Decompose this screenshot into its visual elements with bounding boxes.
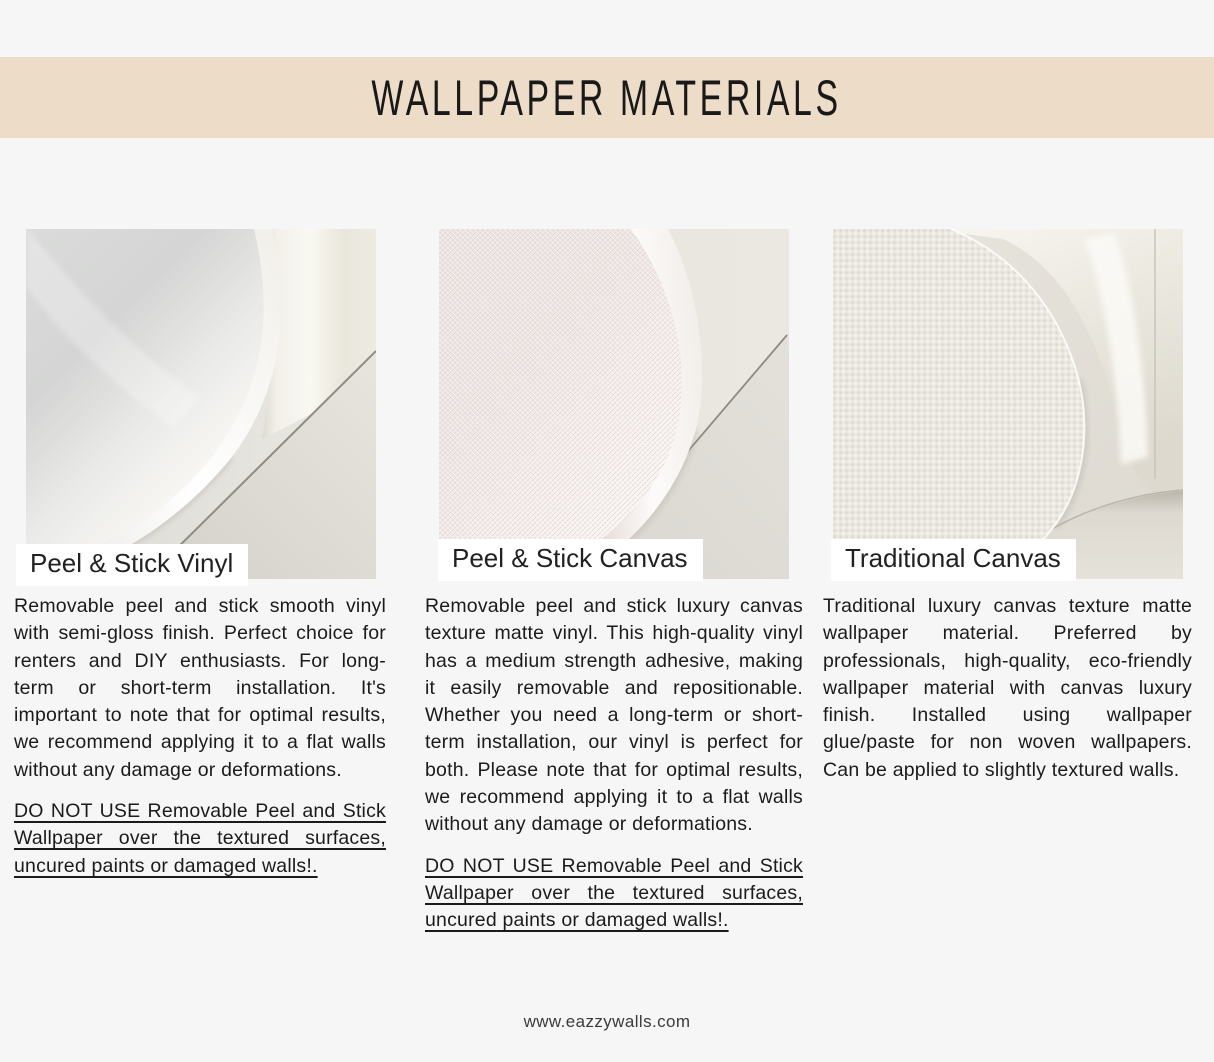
page-title: WALLPAPER MATERIALS — [371, 69, 843, 126]
material-column-peel-canvas — [425, 229, 803, 935]
materials-columns — [0, 229, 1214, 935]
material-column-traditional-canvas — [823, 229, 1192, 935]
smooth-vinyl-photo-frame — [26, 229, 376, 579]
material-label: Traditional Canvas — [831, 539, 1076, 581]
woven-canvas-photo-frame — [833, 229, 1183, 579]
material-column-vinyl — [14, 229, 386, 935]
woven-canvas-rolled-sheet-photo — [833, 229, 1183, 579]
header-band — [0, 57, 1214, 138]
material-description: Removable peel and stick luxury canvas texture matte vinyl. This high-quality vinyl has a medium strength adhesive, making it easily removable and repositionable. Whether you need a long-term or short-term installation, our vinyl is perfect for both. Please note that for optimal results, we recommend applying it to a flat walls without any damage or deformations. — [425, 595, 803, 836]
material-warning: DO NOT USE Removable Peel and Stick Wallpaper over the textured surfaces, uncured paints or damaged walls!. — [425, 854, 803, 932]
material-description: Traditional luxury canvas texture matte wallpaper material. Preferred by professionals, high-quality, eco-friendly wallpaper material with canvas luxury finish. Installed using wallpaper glue/paste for non woven wallpapers. Can be applied to slightly textured walls. — [823, 595, 1192, 781]
canvas-texture-curled-corner-photo — [439, 229, 789, 579]
canvas-texture-photo-frame — [439, 229, 789, 579]
material-label: Peel & Stick Canvas — [438, 539, 703, 581]
material-label: Peel & Stick Vinyl — [16, 544, 248, 586]
material-description: Removable peel and stick smooth vinyl with semi-gloss finish. Perfect choice for renters and DIY enthusiasts. For long-term or short-term installation. It's important to note that for optimal results, we recommend applying it to a flat walls without any damage or deformations. — [14, 595, 386, 781]
footer-url: www.eazzywalls.com — [523, 1012, 691, 1031]
smooth-vinyl-curled-corner-photo — [26, 229, 376, 579]
material-warning: DO NOT USE Removable Peel and Stick Wallpaper over the textured surfaces, uncured paints or damaged walls!. — [14, 800, 386, 877]
